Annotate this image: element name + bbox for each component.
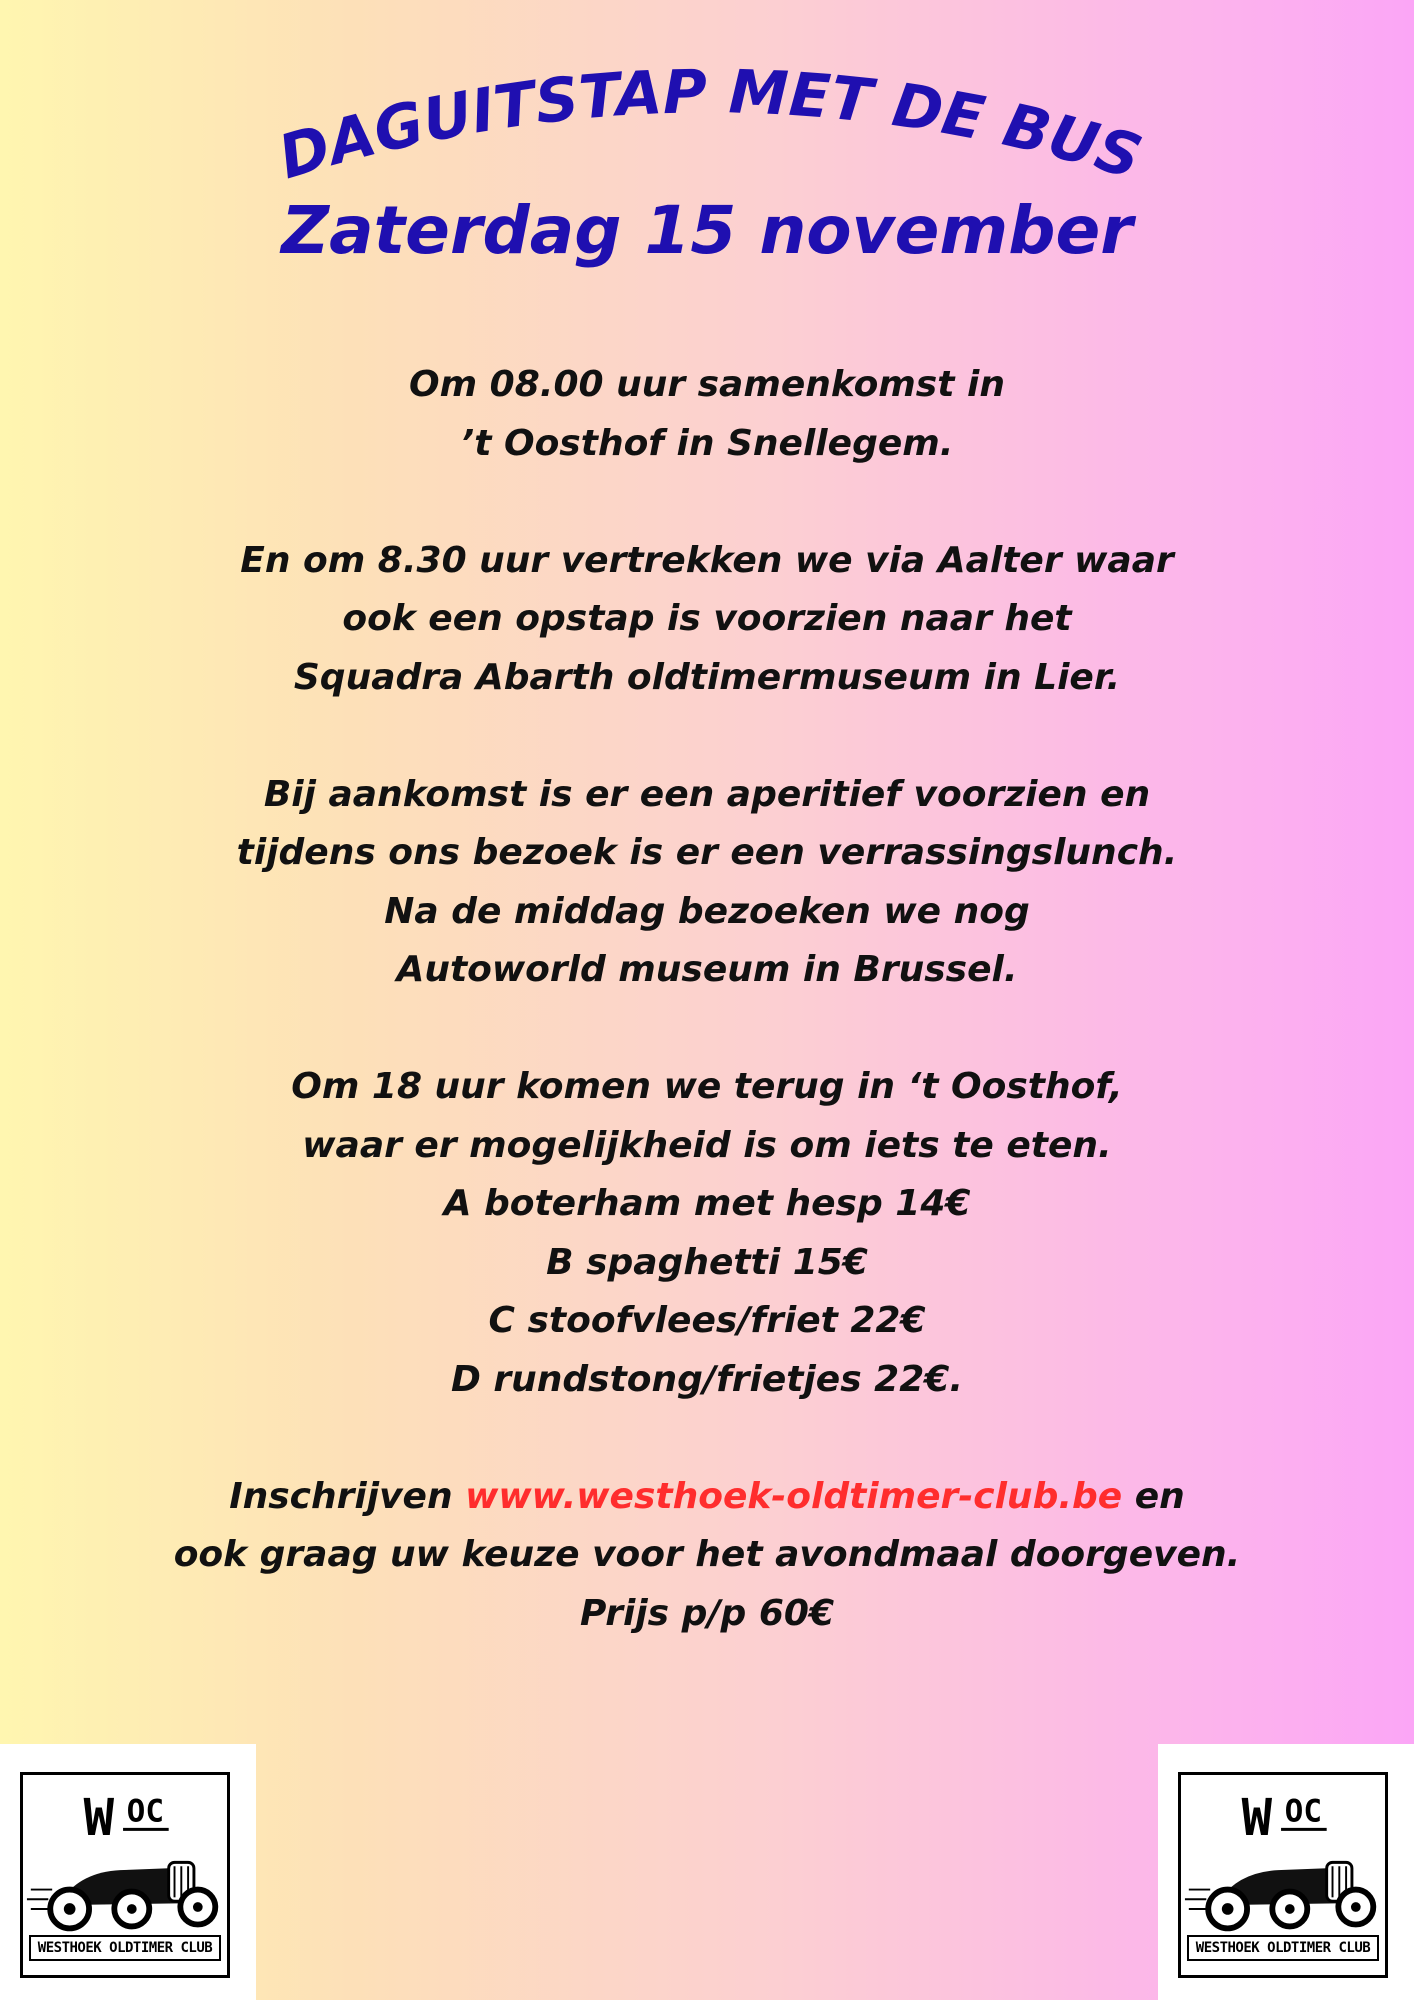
text-line: ’t Oosthof in Snellegem. <box>460 422 954 464</box>
text-line: ook een opstap is voorzien naar het <box>342 598 1072 639</box>
paragraph-program <box>0 766 1414 1000</box>
club-logo-right <box>1158 1744 1414 2000</box>
poster-title <box>0 40 1414 200</box>
text-line: Na de middag bezoeken we nog <box>384 890 1030 932</box>
text-line: En om 8.30 uur vertrekken we via Aalter waar <box>240 539 1174 581</box>
menu-option: D rundstong/frietjes 22€. <box>450 1358 964 1400</box>
text-line: Om 18 uur komen we terug in ‘t Oosthof, <box>291 1066 1123 1107</box>
text-line: Bij aankomst is er een aperitief voorzien en <box>263 773 1151 815</box>
text-line: ook graag uw keuze voor het avondmaal doorgeven. <box>173 1534 1241 1575</box>
poster-title-text: DAGUITSTAP MET DE BUS <box>270 57 1149 194</box>
price-text: Prijs p/p 60€ <box>579 1592 835 1634</box>
menu-option: B spaghetti 15€ <box>546 1241 868 1283</box>
signup-line <box>0 1468 1414 1527</box>
logo-mark-oc: OC <box>126 1793 165 1830</box>
text-line: Autoworld museum in Brussel. <box>396 949 1018 990</box>
logo-mark-w: W <box>83 1788 114 1848</box>
paragraph-dinner-menu <box>0 1058 1414 1409</box>
club-logo-left <box>0 1744 256 2000</box>
menu-option: A boterham met hesp 14€ <box>443 1183 971 1224</box>
svg-text:DAGUITSTAP MET DE BUS <box>271 57 1149 193</box>
signup-prefix: Inschrijven <box>229 1475 466 1517</box>
logo-mark-w: W <box>1241 1788 1272 1848</box>
paragraph-departure <box>0 532 1414 708</box>
logo-caption: WESTHOEK OLDTIMER CLUB <box>29 1935 221 1961</box>
text-line: waar er mogelijkheid is om iets te eten. <box>302 1124 1112 1166</box>
text-line: Om 08.00 uur samenkomst in <box>409 364 1005 405</box>
paragraph-meeting <box>0 356 1414 473</box>
logo-caption: WESTHOEK OLDTIMER CLUB <box>1187 1935 1379 1961</box>
event-date: Zaterdag 15 november <box>281 192 1133 269</box>
event-description <box>0 356 1414 1643</box>
text-line: Squadra Abarth oldtimermuseum in Lier. <box>293 656 1121 698</box>
menu-option: C stoofvlees/friet 22€ <box>488 1300 926 1341</box>
signup-suffix: en <box>1122 1475 1185 1517</box>
paragraph-signup <box>0 1468 1414 1644</box>
signup-link[interactable]: www.westhoek-oldtimer-club.be <box>465 1475 1123 1517</box>
text-line: tijdens ons bezoek is er een verrassingslunch. <box>236 832 1178 873</box>
logo-mark-oc: OC <box>1284 1793 1323 1830</box>
